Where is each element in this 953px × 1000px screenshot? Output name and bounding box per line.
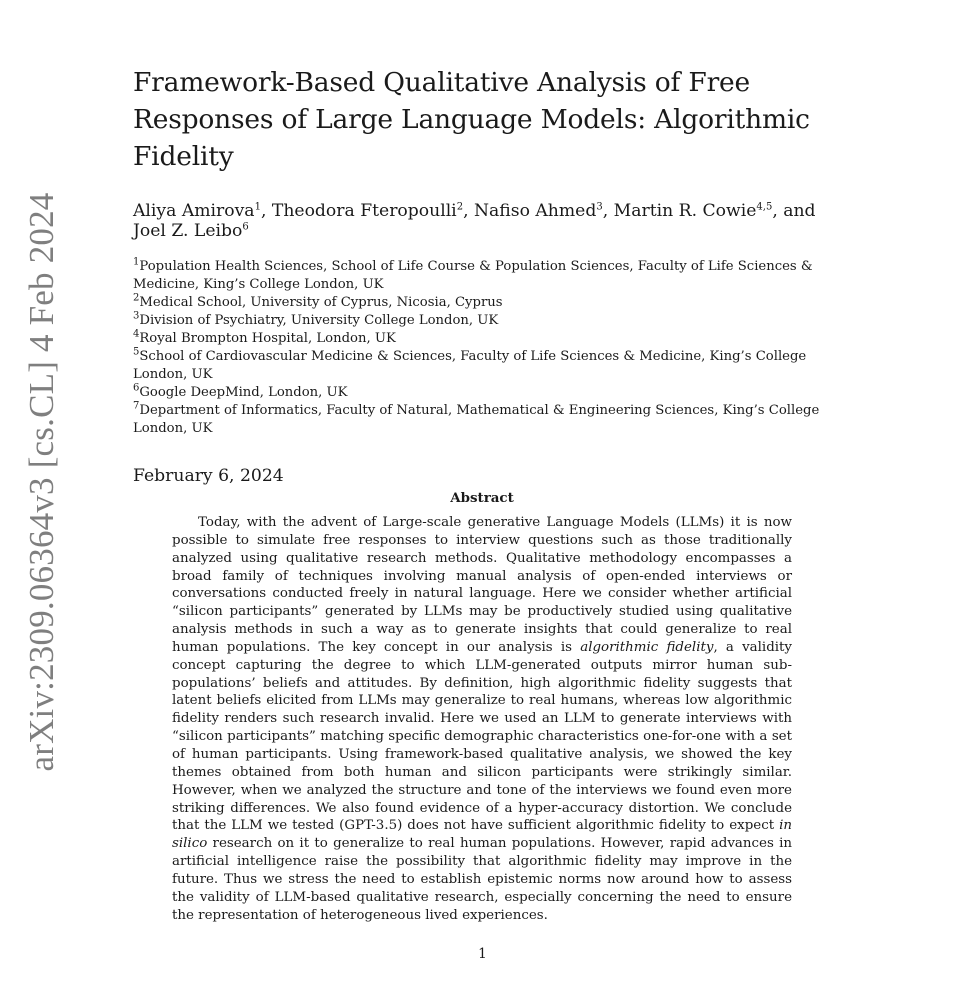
abstract-text: Today, with the advent of Large-scale generative Language Models (LLMs) it is now possible to simulate free responses to interview questions such as those traditionally analyzed using qualitative research methods. Qualitative methodology encompasses a broad family of techniques involving manual analysis of open-ended interviews or conversations conducted freely in natural language. Here we consider whether artificial “silicon participants” generated by LLMs may be productively studied using qualitative analysis methods in such a way as to generate insights that could generalize to real human populations. The key concept in our analysis is	[172, 515, 792, 655]
affiliation-item	[133, 258, 823, 294]
abstract-text: , a validity concept capturing the degree to which LLM-generated outputs mirror human sub-populations’ beliefs and attitudes. By definition, high algorithmic fidelity suggests that latent beliefs elicited from LLMs may generalize to real humans, whereas low algorithmic fidelity renders such research invalid. Here we used an LLM to generate interviews with “silicon participants” matching specific demographic characteristics one-for-one with a set of human participants. Using framework-based qualitative analysis, we showed the key themes obtained from both human and silicon participants were strikingly similar. However, when we analyzed the structure and tone of the interviews we found even more striking differences. We also found evidence of a hyper-accuracy distortion. We conclude that the LLM we tested (GPT-3.5) does not have sufficient algorithmic fidelity to expect	[172, 639, 792, 834]
affiliation-number: 4	[133, 328, 140, 340]
affiliation-item	[133, 348, 823, 384]
author-separator: ,	[602, 201, 614, 221]
author-affiliation-mark: 2	[456, 201, 464, 213]
abstract-body	[172, 514, 792, 924]
publication-date: February 6, 2024	[133, 466, 284, 486]
affiliation-text: School of Cardiovascular Medicine & Sciences, Faculty of Life Sciences & Medicine, King’s College London, UK	[133, 349, 807, 382]
author-separator: , and	[772, 201, 816, 221]
page-number: 1	[478, 946, 487, 962]
affiliation-number: 6	[133, 382, 140, 394]
author-separator: ,	[260, 201, 272, 221]
affiliation-item	[133, 294, 823, 312]
paper-header	[133, 64, 823, 486]
author-affiliation-mark: 3	[596, 201, 603, 213]
author-name: Nafiso Ahmed	[474, 201, 597, 221]
author-affiliation-mark: 1	[254, 201, 261, 213]
arxiv-identifier-stamp: arXiv:2309.06364v3 [cs.CL] 4 Feb 2024	[22, 192, 61, 772]
affiliation-list	[133, 258, 823, 438]
affiliation-text: Royal Brompton Hospital, London, UK	[139, 331, 396, 346]
affiliation-number: 7	[133, 400, 140, 412]
author-affiliation-mark: 4,5	[756, 201, 773, 213]
abstract-emphasis: in silico	[172, 818, 792, 852]
affiliation-text: Division of Psychiatry, University College London, UK	[139, 313, 499, 328]
affiliation-number: 2	[133, 292, 140, 304]
affiliation-item	[133, 402, 823, 438]
author-affiliation-mark: 6	[242, 221, 249, 233]
affiliation-number: 3	[133, 310, 140, 322]
author-list	[133, 201, 823, 241]
affiliation-text: Population Health Sciences, School of Life Course & Population Sciences, Faculty of Life Sciences & Medicine, King’s College London, UK	[133, 259, 813, 292]
affiliation-text: Medical School, University of Cyprus, Nicosia, Cyprus	[139, 295, 503, 310]
affiliation-item	[133, 312, 823, 330]
abstract-text: research on it to generalize to real human populations. However, rapid advances in artificial intelligence raise the possibility that algorithmic fidelity may improve in the future. Thus we stress the need to establish epistemic norms now around how to assess the validity of LLM-based qualitative research, especially concerning the need to ensure the representation of heterogeneous lived experiences.	[172, 836, 792, 923]
author-separator: ,	[463, 201, 474, 221]
abstract-heading: Abstract	[450, 490, 514, 506]
author-name: Aliya Amirova	[133, 201, 255, 221]
affiliation-text: Department of Informatics, Faculty of Natural, Mathematical & Engineering Sciences, King’s College London, UK	[133, 403, 820, 436]
author-name: Martin R. Cowie	[613, 201, 757, 221]
affiliation-number: 5	[133, 346, 140, 358]
affiliation-item	[133, 330, 823, 348]
affiliation-text: Google DeepMind, London, UK	[139, 385, 348, 400]
abstract-section	[172, 489, 792, 924]
paper-title: Framework-Based Qualitative Analysis of Free Responses of Large Language Models: Algorithmic Fidelity	[133, 67, 810, 172]
author-name: Theodora Fteropoulli	[271, 201, 457, 221]
affiliation-number: 1	[133, 256, 140, 268]
affiliation-item	[133, 384, 823, 402]
abstract-emphasis: algorithmic fidelity	[580, 639, 714, 655]
author-name: Joel Z. Leibo	[133, 221, 243, 241]
